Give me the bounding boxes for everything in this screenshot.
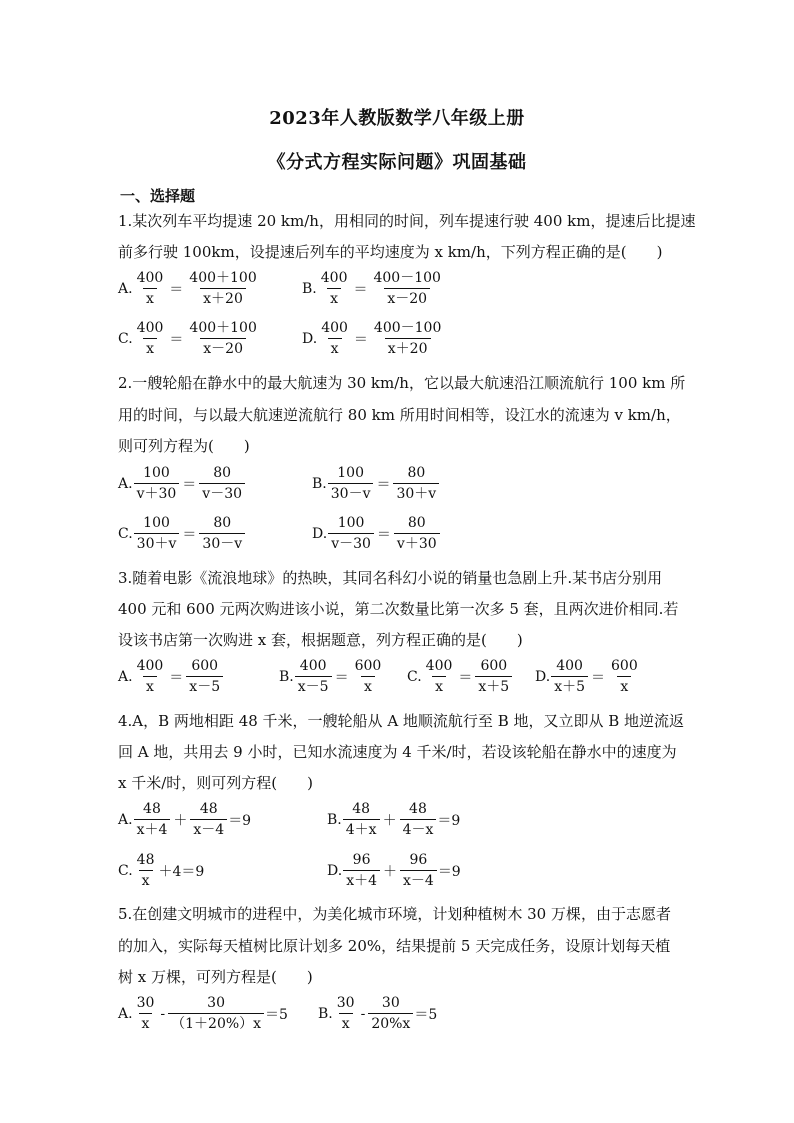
option-text: D. (302, 330, 318, 347)
denominator: x (328, 338, 342, 357)
fraction (168, 995, 264, 1032)
denominator: x (361, 676, 375, 695)
q4-line-3: x 千米/时，则可列方程( ) (118, 774, 313, 792)
fraction (371, 320, 444, 357)
denominator: x＋5 (551, 676, 588, 695)
q5-option-a[interactable] (118, 995, 288, 1032)
denominator: x (432, 676, 446, 695)
denominator: x＋5 (475, 676, 512, 695)
numerator: 400－100 (373, 270, 441, 286)
fraction (393, 465, 439, 502)
q2-line-3: 则可列方程为( ) (118, 437, 250, 455)
q3-line-3: 设该书店第一次购进 x 套，根据题意，列方程正确的是( ) (118, 631, 523, 649)
fraction (343, 852, 380, 889)
option-text: A. (118, 1005, 133, 1022)
fraction (134, 465, 180, 502)
numerator: 48 (409, 801, 427, 817)
denominator: 30＋v (134, 533, 180, 552)
denominator: x＋20 (200, 288, 246, 307)
denominator: x－20 (200, 338, 246, 357)
option-text: C. (118, 330, 133, 347)
denominator: x (339, 1013, 353, 1032)
option-text: ＝ (169, 331, 184, 348)
numerator: 400 (425, 658, 453, 674)
option-text: ＝ (169, 281, 184, 298)
option-text: ＋ (383, 863, 397, 880)
q1-line-2: 前多行驶 100km，设提速后列车的平均速度为 x km/h，下列方程正确的是( ) (118, 243, 663, 261)
denominator: x＋4 (134, 819, 171, 838)
denominator: x－4 (400, 870, 437, 889)
q5-line-3: 树 x 万棵，可列方程是( ) (118, 968, 313, 986)
option-text: ＝ (169, 669, 184, 686)
section-heading-choice: 一、选择题 (120, 187, 196, 205)
numerator: 80 (213, 465, 232, 481)
fraction (608, 658, 641, 695)
fraction (134, 658, 167, 695)
fraction (186, 320, 259, 357)
q1-option-d[interactable] (302, 320, 445, 357)
fraction (134, 270, 167, 307)
denominator: 20%x (368, 1013, 413, 1032)
q4-option-d[interactable] (327, 852, 461, 889)
option-text: A. (118, 475, 133, 492)
q3-option-a[interactable] (118, 658, 224, 695)
numerator: 96 (409, 852, 428, 868)
option-text: ＝ (458, 669, 473, 686)
denominator: x＋4 (343, 870, 380, 889)
fraction (134, 852, 158, 889)
numerator: 48 (352, 801, 371, 817)
option-text: C. (118, 862, 133, 879)
option-text: D. (535, 668, 551, 685)
numerator: 96 (352, 852, 371, 868)
denominator: x＋20 (385, 338, 431, 357)
denominator: x－5 (186, 676, 223, 695)
q3-option-c[interactable] (407, 658, 513, 695)
q1-option-a[interactable] (118, 270, 261, 307)
denominator: 4＋x (343, 819, 380, 838)
fraction (186, 270, 259, 307)
option-text: ＝ (376, 476, 391, 493)
denominator: x－4 (190, 819, 227, 838)
denominator: 30－v (199, 533, 245, 552)
numerator: 30 (381, 995, 400, 1011)
fraction (334, 995, 358, 1032)
numerator: 48 (199, 801, 218, 817)
fraction (370, 270, 443, 307)
q5-line-1: 5.在创建文明城市的进程中，为美化城市环境，计划种植树木 30 万棵，由于志愿者 (118, 905, 671, 923)
option-text: ＝ (353, 281, 368, 298)
numerator: 30 (207, 995, 225, 1011)
denominator: x (139, 1013, 153, 1032)
numerator: 100 (143, 465, 170, 481)
option-text: - (160, 1005, 166, 1022)
denominator: v＋30 (134, 483, 180, 502)
numerator: 30 (136, 995, 155, 1011)
option-text: A. (118, 280, 133, 297)
numerator: 48 (143, 801, 161, 817)
fraction (352, 658, 385, 695)
fraction (551, 658, 588, 695)
option-text: ＋ (382, 812, 397, 829)
fraction (199, 465, 245, 502)
option-text: ＝ (376, 526, 391, 543)
denominator: 30＋v (393, 483, 439, 502)
numerator: 400＋100 (189, 270, 257, 286)
fraction (328, 515, 374, 552)
q3-line-1: 3.随着电影《流浪地球》的热映，其同名科幻小说的销量也急剧上升.某书店分别用 (118, 569, 663, 587)
fraction (328, 465, 374, 502)
option-text: ＝9 (437, 863, 461, 880)
option-text: - (360, 1005, 366, 1022)
numerator: 400 (556, 658, 583, 674)
option-text: C. (118, 525, 133, 542)
option-text: D. (327, 862, 343, 879)
document-title: 2023年人教版数学八年级上册 (269, 108, 525, 129)
fraction (368, 995, 413, 1032)
denominator: v－30 (199, 483, 245, 502)
q2-option-b[interactable] (312, 465, 440, 502)
fraction (134, 995, 158, 1032)
option-text: ＝ (353, 331, 368, 348)
numerator: 400 (299, 658, 327, 674)
fraction (394, 515, 440, 552)
option-text: ＝5 (265, 1006, 288, 1023)
fraction (475, 658, 512, 695)
denominator: 4－x (400, 819, 437, 838)
fraction (423, 658, 456, 695)
option-text: ＋ (173, 812, 188, 829)
option-text: C. (407, 668, 422, 685)
q1-option-b[interactable] (302, 270, 445, 307)
option-text: B. (302, 280, 317, 297)
q2-line-1: 2.一艘轮船在静水中的最大航速为 30 km/h，它以最大航速沿江顺流航行 100 km 所 (118, 374, 686, 392)
fraction (134, 515, 180, 552)
numerator: 100 (337, 515, 365, 531)
fraction (199, 515, 245, 552)
option-text: ＝ (182, 476, 197, 493)
fraction (134, 801, 171, 838)
q4-line-1: 4.A，B 两地相距 48 千米，一艘轮船从 A 地顺流航行至 B 地，又立即从 B 地逆流返 (118, 712, 685, 730)
denominator: v－30 (328, 533, 374, 552)
q3-line-2: 400 元和 600 元两次购进该小说，第二次数量比第一次多 5 套，且两次进价相同.若 (118, 600, 679, 618)
denominator: x (143, 338, 157, 357)
numerator: 80 (213, 515, 232, 531)
q2-option-c[interactable] (118, 515, 246, 552)
option-text: ＋4＝9 (158, 863, 205, 880)
option-text: B. (312, 475, 327, 492)
document-subtitle: 《分式方程实际问题》巩固基础 (267, 152, 527, 173)
fraction (318, 320, 351, 357)
fraction (190, 801, 227, 838)
denominator: x－5 (295, 676, 332, 695)
fraction (186, 658, 223, 695)
fraction (343, 801, 380, 838)
q1-line-1: 1.某次列车平均提速 20 km/h，用相同的时间，列车提速行驶 400 km，提速后比提速 (118, 212, 696, 230)
q3-option-d[interactable] (535, 658, 642, 695)
denominator: x (327, 288, 341, 307)
option-text: A. (118, 811, 133, 828)
numerator: 400 (136, 658, 164, 674)
q2-line-2: 用的时间，与以最大航速逆流航行 80 km 所用时间相等，设江水的流速为 v km/h， (118, 406, 681, 424)
numerator: 100 (143, 515, 170, 531)
fraction (400, 801, 437, 838)
option-text: ＝9 (228, 812, 252, 829)
denominator: x (143, 676, 157, 695)
numerator: 400 (320, 270, 348, 286)
denominator: x (143, 288, 157, 307)
denominator: （1＋20%）x (168, 1013, 264, 1032)
numerator: 80 (407, 465, 426, 481)
numerator: 600 (480, 658, 508, 674)
numerator: 600 (354, 658, 382, 674)
denominator: x－20 (384, 288, 430, 307)
q3-option-b[interactable] (279, 658, 385, 695)
q2-option-a[interactable] (118, 465, 246, 502)
numerator: 400 (321, 320, 348, 336)
denominator: x (139, 870, 153, 889)
option-text: ＝5 (414, 1006, 438, 1023)
numerator: 400－100 (373, 320, 442, 336)
fraction (295, 658, 332, 695)
q2-option-d[interactable] (312, 515, 441, 552)
denominator: v＋30 (394, 533, 440, 552)
q4-line-2: 回 A 地，共用去 9 小时，已知水流速度为 4 千米/时，若设该轮船在静水中的速度为 (118, 743, 677, 761)
q5-option-b[interactable] (318, 995, 437, 1032)
option-text: B. (279, 668, 294, 685)
denominator: x (617, 676, 631, 695)
q1-option-c[interactable] (118, 320, 261, 357)
numerator: 100 (337, 465, 364, 481)
option-text: A. (118, 668, 133, 685)
numerator: 80 (407, 515, 426, 531)
option-text: ＝ (182, 526, 197, 543)
numerator: 600 (611, 658, 638, 674)
fraction (400, 852, 437, 889)
option-text: ＝ (334, 669, 349, 686)
q4-option-b[interactable] (327, 801, 460, 838)
numerator: 400＋100 (189, 320, 257, 336)
option-text: B. (327, 811, 342, 828)
numerator: 30 (336, 995, 355, 1011)
option-text: B. (318, 1005, 333, 1022)
option-text: D. (312, 525, 328, 542)
numerator: 400 (136, 270, 164, 286)
numerator: 400 (136, 320, 164, 336)
q5-line-2: 的加入，实际每天植树比原计划多 20%，结果提前 5 天完成任务，设原计划每天植 (118, 937, 671, 955)
option-text: ＝9 (437, 812, 461, 829)
denominator: 30－v (328, 483, 374, 502)
q4-option-c[interactable] (118, 852, 204, 889)
option-text: ＝ (591, 669, 605, 686)
fraction (134, 320, 167, 357)
numerator: 600 (191, 658, 219, 674)
numerator: 48 (136, 852, 155, 868)
fraction (318, 270, 351, 307)
q4-option-a[interactable] (118, 801, 251, 838)
